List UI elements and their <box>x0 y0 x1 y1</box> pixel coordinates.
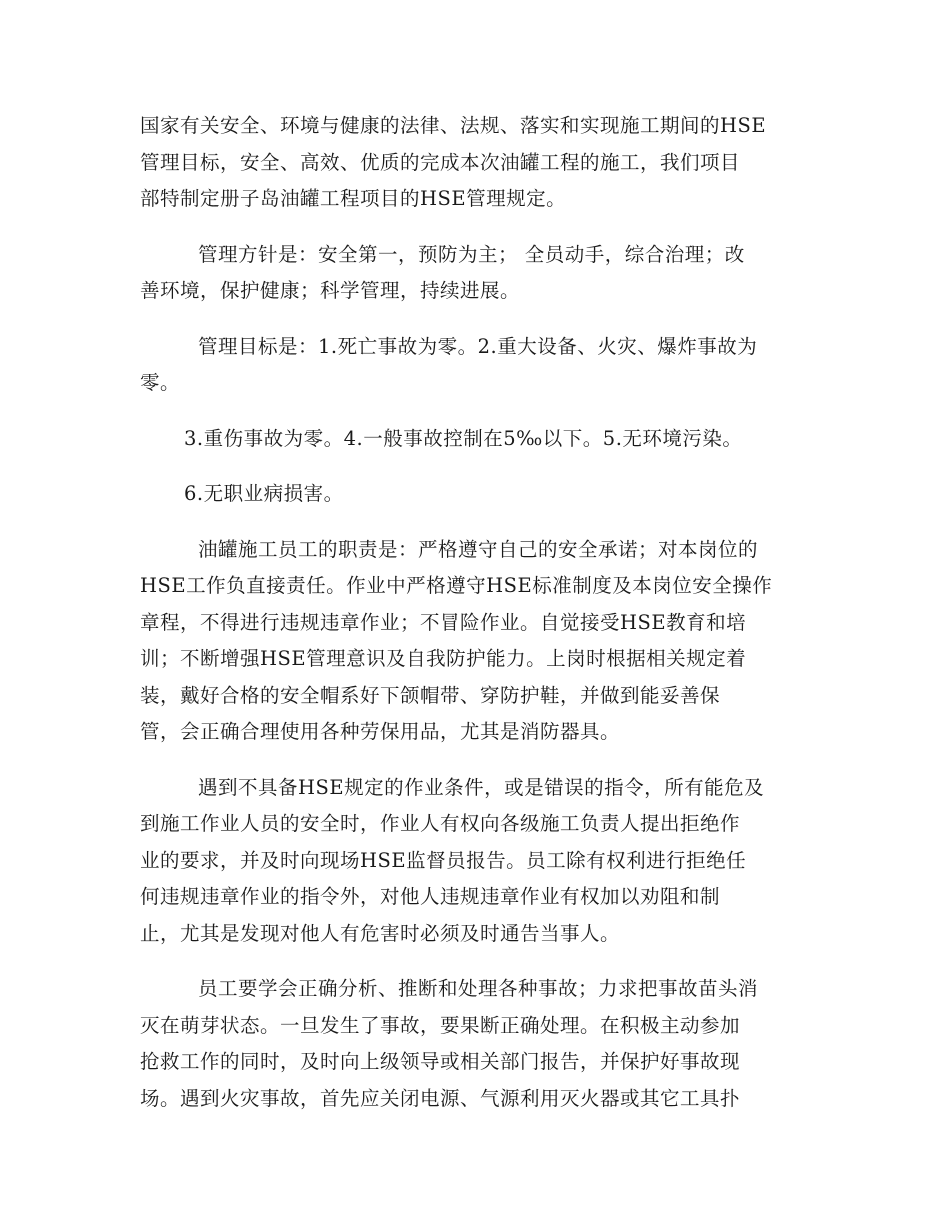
text-line: 6.无职业病损害。 <box>184 482 344 505</box>
text-line: 国家有关安全、环境与健康的法律、法规、落实和实现施工期间的HSE <box>140 114 767 137</box>
text-line: 管理目标，安全、高效、优质的完成本次油罐工程的施工，我们项目 <box>140 150 741 174</box>
text-line: 管，会正确合理使用各种劳保用品，尤其是消防器具。 <box>140 720 621 743</box>
text-line: 3.重伤事故为零。4.一般事故控制在5‰以下。5.无环境污染。 <box>184 426 743 450</box>
text-line: 止，尤其是发现对他人有危害时必须及时通告当事人。 <box>140 921 621 945</box>
text-line: 抢救工作的同时，及时向上级领导或相关部门报告，并保护好事故现 <box>140 1050 741 1073</box>
text-line: 到施工作业人员的安全时，作业人有权向各级施工负责人提出拒绝作 <box>140 812 741 835</box>
text-line: 何违规违章作业的指令外，对他人违规违章作业有权加以劝阻和制 <box>140 885 721 908</box>
text-line: 训；不断增强HSE管理意识及自我防护能力。上岗时根据相关规定着 <box>140 647 747 670</box>
text-line: 场。遇到火灾事故，首先应关闭电源、气源利用灭火器或其它工具扑 <box>140 1086 741 1110</box>
text-line: 善环境，保护健康；科学管理，持续进展。 <box>140 279 521 302</box>
text-line: 灭在萌芽状态。一旦发生了事故，要果断正确处理。在积极主动参加 <box>140 1013 741 1037</box>
document-body <box>140 108 810 1117</box>
text-line: 零。 <box>140 371 181 394</box>
text-line: 遇到不具备HSE规定的作业条件，或是错误的指令，所有能危及 <box>198 775 765 799</box>
text-line: 章程，不得进行违规违章作业；不冒险作业。自觉接受HSE教育和培 <box>140 610 747 634</box>
text-line: 油罐施工员工的职责是：严格遵守自己的安全承诺；对本岗位的 <box>198 537 759 561</box>
text-line: 部特制定册子岛油罐工程项目的HSE管理规定。 <box>140 187 567 210</box>
text-line: 员工要学会正确分析、推断和处理各种事故；力求把事故苗头消 <box>198 977 759 1000</box>
text-line: 管理方针是：安全第一，预防为主； 全员动手，综合治理；改 <box>198 242 745 266</box>
text-line: 管理目标是：1.死亡事故为零。2.重大设备、火灾、爆炸事故为 <box>198 334 758 358</box>
text-line: 业的要求，并及时向现场HSE监督员报告。员工除有权利进行拒绝任 <box>140 848 747 872</box>
text-line: 装，戴好合格的安全帽系好下颌帽带、穿防护鞋，并做到能妥善保 <box>140 683 721 707</box>
text-line: HSE工作负直接责任。作业中严格遵守HSE标准制度及本岗位安全操作 <box>140 574 773 597</box>
